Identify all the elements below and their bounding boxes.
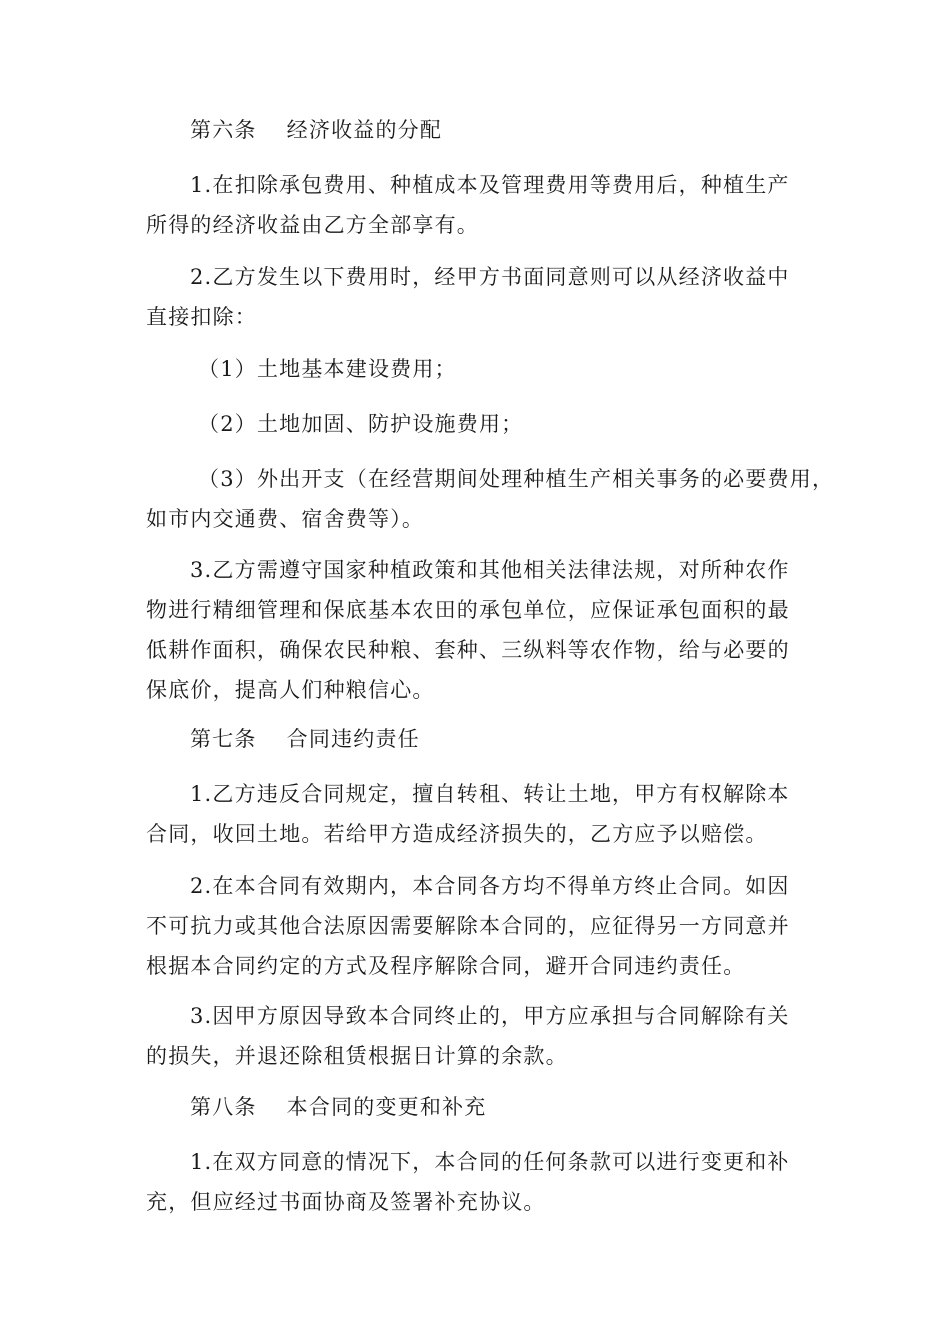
paragraph-line: 1.在双方同意的情况下，本合同的任何条款可以进行变更和补 bbox=[190, 1150, 790, 1174]
paragraph-line: （3）外出开支（在经营期间处理种植生产相关事务的必要费用， bbox=[198, 467, 835, 491]
paragraph-line: 1.在扣除承包费用、种植成本及管理费用等费用后，种植生产 bbox=[190, 173, 790, 197]
article-6-clause-2 bbox=[146, 257, 816, 337]
paragraph-line: 如市内交通费、宿舍费等）。 bbox=[146, 507, 425, 531]
article-6-clause-3 bbox=[146, 550, 816, 710]
paragraph-line: 保底价，提高人们种粮信心。 bbox=[146, 678, 435, 702]
paragraph-line: 3.因甲方原因导致本合同终止的，甲方应承担与合同解除有关 bbox=[190, 1004, 790, 1028]
paragraph-line: 不可抗力或其他合法原因需要解除本合同的，应征得另一方同意并 bbox=[146, 914, 790, 938]
article-6-sub-item-3 bbox=[146, 459, 835, 539]
paragraph-line: 2.乙方发生以下费用时，经甲方书面同意则可以从经济收益中 bbox=[190, 265, 790, 289]
heading-line: 第六条 经济收益的分配 bbox=[190, 118, 443, 142]
paragraph-line: 低耕作面积，确保农民种粮、套种、三纵料等农作物，给与必要的 bbox=[146, 638, 790, 662]
paragraph-line: （2）土地加固、防护设施费用； bbox=[198, 412, 524, 436]
article-7-clause-2 bbox=[146, 866, 816, 986]
paragraph-line: 合同，收回土地。若给甲方造成经济损失的，乙方应予以赔偿。 bbox=[146, 822, 768, 846]
paragraph-line: 直接扣除： bbox=[146, 305, 257, 329]
article-6-heading bbox=[146, 110, 816, 150]
paragraph-line: 的损失，并退还除租赁根据日计算的余款。 bbox=[146, 1044, 568, 1068]
article-6-sub-item-2 bbox=[146, 404, 816, 444]
article-7-clause-3 bbox=[146, 996, 816, 1076]
article-6-sub-item-1 bbox=[146, 349, 816, 389]
paragraph-line: 根据本合同约定的方式及程序解除合同，避开合同违约责任。 bbox=[146, 954, 746, 978]
paragraph-line: 1.乙方违反合同规定，擅自转租、转让土地，甲方有权解除本 bbox=[190, 782, 790, 806]
paragraph-line: 充，但应经过书面协商及签署补充协议。 bbox=[146, 1190, 546, 1214]
paragraph-line: 物进行精细管理和保底基本农田的承包单位，应保证承包面积的最 bbox=[146, 598, 790, 622]
paragraph-line: （1）土地基本建设费用； bbox=[198, 357, 457, 381]
heading-line: 第七条 合同违约责任 bbox=[190, 727, 420, 751]
paragraph-line: 2.在本合同有效期内，本合同各方均不得单方终止合同。如因 bbox=[190, 874, 790, 898]
paragraph-line: 3.乙方需遵守国家种植政策和其他相关法律法规，对所种农作 bbox=[190, 558, 790, 582]
paragraph-line: 所得的经济收益由乙方全部享有。 bbox=[146, 213, 479, 237]
article-8-clause-1 bbox=[146, 1142, 816, 1222]
article-8-heading bbox=[146, 1087, 816, 1127]
article-6-clause-1 bbox=[146, 165, 816, 245]
article-7-clause-1 bbox=[146, 774, 816, 854]
article-7-heading bbox=[146, 719, 816, 759]
heading-line: 第八条 本合同的变更和补充 bbox=[190, 1095, 487, 1119]
